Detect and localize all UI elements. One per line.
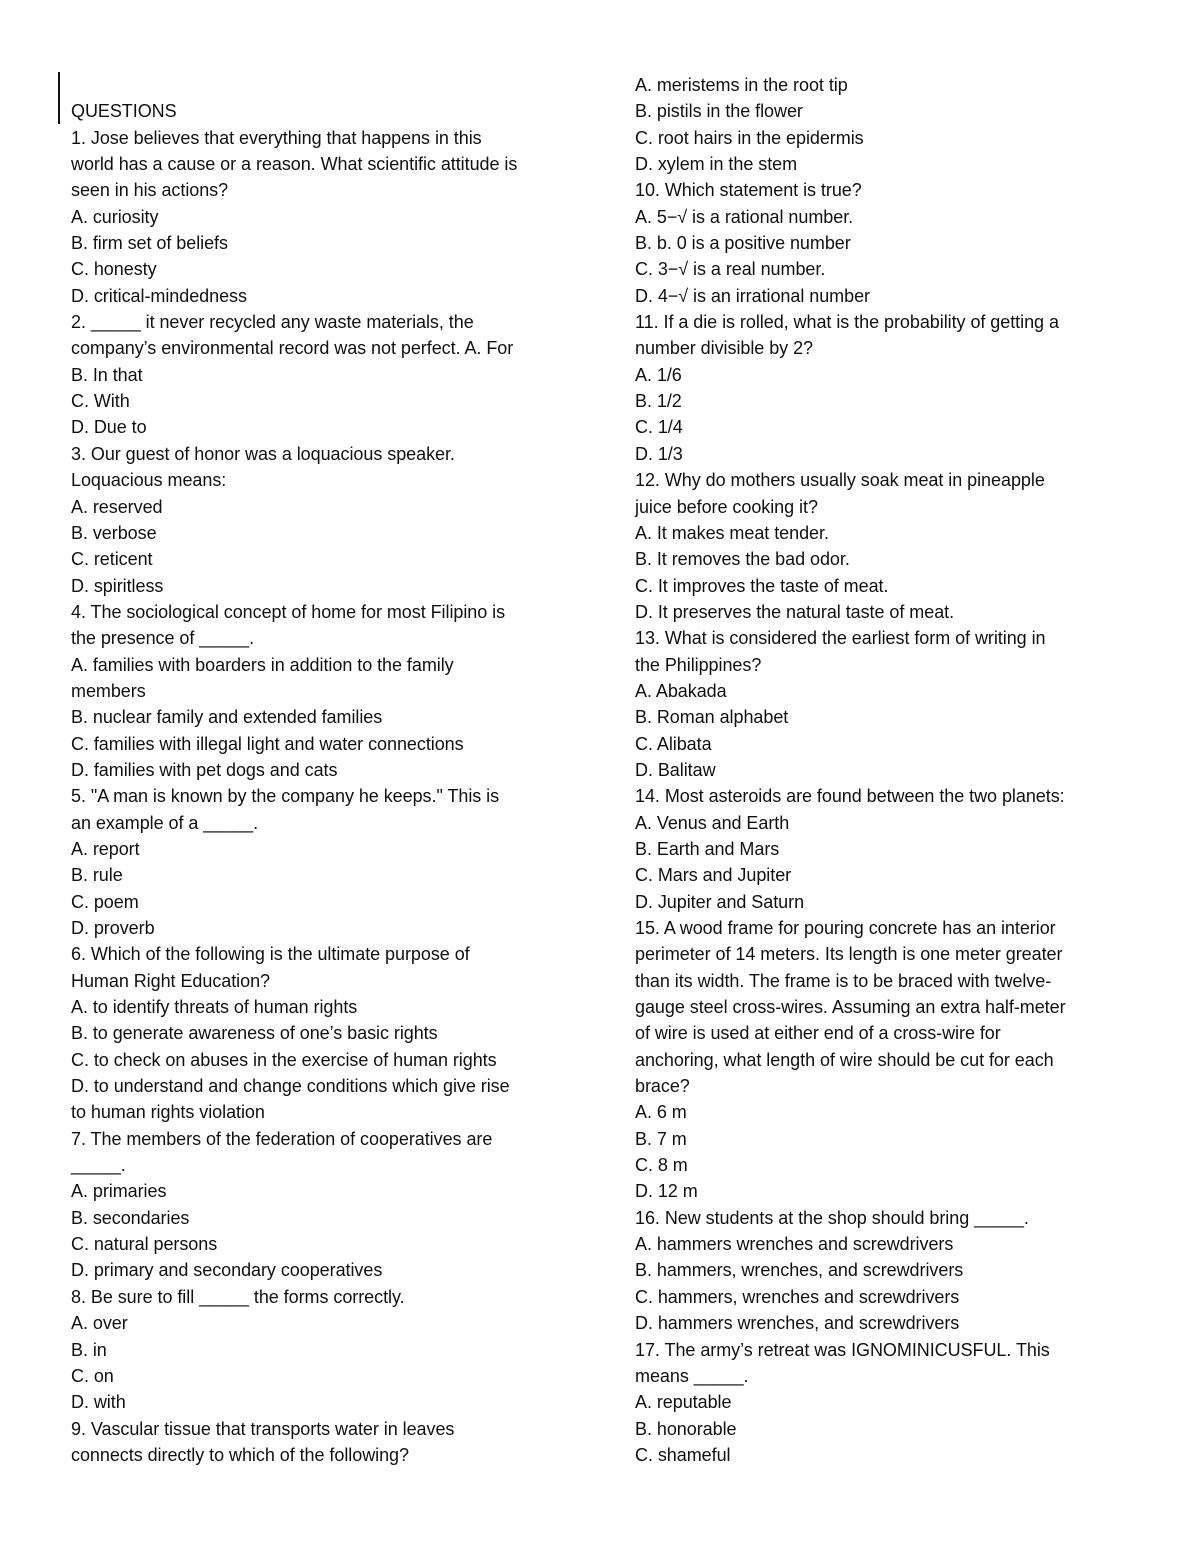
text-line: A. Abakada — [635, 680, 727, 701]
text-line: C. natural persons — [71, 1234, 218, 1255]
text-line: D. proverb — [71, 918, 155, 938]
text-line: C. reticent — [71, 549, 153, 570]
text-line: D. Balitaw — [635, 759, 716, 780]
text-line: D. hammers wrenches, and screwdrivers — [635, 1313, 960, 1334]
text-line: B. secondaries — [71, 1207, 190, 1228]
text-line: B. hammers, wrenches, and screwdrivers — [635, 1260, 964, 1281]
text-line: A. curiosity — [71, 206, 159, 227]
text-line: D. 4−√ is an irrational number — [635, 285, 870, 306]
text-line: B. In that — [71, 364, 143, 385]
text-line: than its width. The frame is to be braced with twelve- — [635, 970, 1052, 991]
text-line: C. Mars and Jupiter — [635, 865, 792, 886]
text-line: A. over — [71, 1313, 128, 1334]
right-column — [635, 72, 1135, 1468]
text-line: gauge steel cross-wires. Assuming an extra half-meter — [635, 997, 1066, 1018]
text-line: A. 1/6 — [635, 364, 682, 385]
text-line: members — [71, 680, 146, 701]
text-line: number divisible by 2? — [635, 338, 813, 359]
text-line: C. honesty — [71, 259, 157, 280]
text-line: A. Venus and Earth — [635, 812, 790, 833]
text-line: A. reputable — [635, 1392, 732, 1413]
text-line: C. It improves the taste of meat. — [635, 575, 889, 596]
text-line: C. 3−√ is a real number. — [635, 259, 826, 280]
text-line: Human Right Education? — [71, 970, 271, 991]
text-line: company’s environmental record was not perfect. A. For — [71, 338, 514, 359]
text-line: B. It removes the bad odor. — [635, 549, 850, 570]
text-line: B. firm set of beliefs — [71, 233, 228, 254]
text-line: of wire is used at either end of a cross-wire for — [635, 1023, 1001, 1044]
text-line: 9. Vascular tissue that transports water in leaves — [71, 1418, 455, 1439]
text-line: C. on — [71, 1365, 114, 1386]
text-line: D. It preserves the natural taste of meat. — [635, 601, 955, 622]
text-line: C. poem — [71, 891, 139, 912]
text-line: 7. The members of the federation of cooperatives are — [71, 1128, 493, 1149]
text-line: B. 7 m — [635, 1128, 687, 1149]
text-line: B. rule — [71, 865, 123, 886]
text-line: 11. If a die is rolled, what is the probability of getting a — [635, 312, 1059, 333]
text-line: C. families with illegal light and water connections — [71, 733, 464, 754]
text-line: A. It makes meat tender. — [635, 522, 829, 543]
text-line: D. xylem in the stem — [635, 154, 798, 175]
text-line: B. Earth and Mars — [635, 838, 780, 859]
text-line: seen in his actions? — [71, 180, 229, 201]
text-line: 1. Jose believes that everything that happens in this — [71, 127, 482, 148]
text-line: B. pistils in the flower — [635, 101, 803, 122]
text-line: 6. Which of the following is the ultimate purpose of — [71, 944, 470, 965]
text-line: anchoring, what length of wire should be cut for each — [635, 1049, 1054, 1070]
text-line: D. spiritless — [71, 575, 164, 596]
text-line: the Philippines? — [635, 654, 762, 675]
text-line: C. 1/4 — [635, 417, 683, 438]
text-line: brace? — [635, 1076, 690, 1097]
text-line: D. primary and secondary cooperatives — [71, 1260, 383, 1281]
text-line: D. 12 m — [635, 1181, 698, 1202]
text-line: 15. A wood frame for pouring concrete has an interior — [635, 918, 1056, 938]
text-line: D. critical-mindedness — [71, 285, 247, 306]
text-line: B. Roman alphabet — [635, 707, 789, 728]
text-line: 2. _____ it never recycled any waste materials, the — [71, 312, 474, 333]
text-line: A. hammers wrenches and screwdrivers — [635, 1234, 954, 1255]
text-line: D. 1/3 — [635, 443, 683, 464]
text-line: A. report — [71, 838, 140, 859]
text-line: to human rights violation — [71, 1102, 265, 1123]
text-line: B. 1/2 — [635, 391, 682, 412]
text-line: B. in — [71, 1339, 107, 1360]
text-line: 4. The sociological concept of home for most Filipino is — [71, 601, 506, 622]
text-line: 14. Most asteroids are found between the two planets: — [635, 786, 1065, 807]
text-line: C. hammers, wrenches and screwdrivers — [635, 1286, 960, 1307]
text-line: C. With — [71, 391, 130, 412]
text-line: the presence of _____. — [71, 628, 255, 649]
text-line: D. to understand and change conditions which give rise — [71, 1076, 510, 1097]
text-line: A. primaries — [71, 1181, 167, 1202]
text-line: A. to identify threats of human rights — [71, 997, 358, 1018]
text-cursor-bar — [58, 72, 60, 124]
text-line: _____. — [71, 1155, 126, 1176]
text-line: 5. "A man is known by the company he keeps." This is — [71, 786, 500, 807]
text-line: B. to generate awareness of one’s basic rights — [71, 1023, 438, 1044]
text-line: 17. The army’s retreat was IGNOMINICUSFUL. This — [635, 1339, 1050, 1360]
text-line: B. b. 0 is a positive number — [635, 233, 851, 254]
text-line: C. shameful — [635, 1444, 731, 1465]
text-line: A. 6 m — [635, 1102, 687, 1123]
text-line: 12. Why do mothers usually soak meat in pineapple — [635, 470, 1045, 491]
text-line: C. to check on abuses in the exercise of human rights — [71, 1049, 497, 1070]
left-column — [71, 72, 571, 1468]
text-line: means _____. — [635, 1365, 749, 1386]
text-line: D. Jupiter and Saturn — [635, 891, 805, 912]
text-line: 3. Our guest of honor was a loquacious speaker. — [71, 443, 455, 464]
text-line: 8. Be sure to fill _____ the forms correctly. — [71, 1286, 405, 1307]
text-line: Loquacious means: — [71, 470, 227, 491]
text-line: an example of a _____. — [71, 812, 259, 833]
text-line: connects directly to which of the following? — [71, 1444, 409, 1465]
questions-heading: QUESTIONS — [71, 101, 177, 122]
text-line: A. reserved — [71, 496, 163, 517]
text-line: C. 8 m — [635, 1155, 688, 1176]
text-line: A. 5−√ is a rational number. — [635, 206, 854, 227]
text-line: perimeter of 14 meters. Its length is one meter greater — [635, 944, 1063, 965]
text-line: 13. What is considered the earliest form of writing in — [635, 628, 1046, 649]
text-line: 10. Which statement is true? — [635, 180, 862, 201]
text-line: B. verbose — [71, 522, 157, 543]
text-line: B. nuclear family and extended families — [71, 707, 383, 728]
text-line: juice before cooking it? — [635, 496, 818, 517]
text-line: D. families with pet dogs and cats — [71, 759, 338, 780]
text-line: world has a cause or a reason. What scientific attitude is — [71, 154, 518, 175]
text-line: A. meristems in the root tip — [635, 75, 848, 95]
text-line: C. Alibata — [635, 733, 712, 754]
text-line: D. Due to — [71, 417, 147, 438]
text-line: 16. New students at the shop should bring _____. — [635, 1207, 1029, 1228]
text-line: B. honorable — [635, 1418, 737, 1439]
text-line: D. with — [71, 1392, 126, 1413]
text-line: C. root hairs in the epidermis — [635, 127, 864, 148]
text-line: A. families with boarders in addition to the family — [71, 654, 454, 675]
